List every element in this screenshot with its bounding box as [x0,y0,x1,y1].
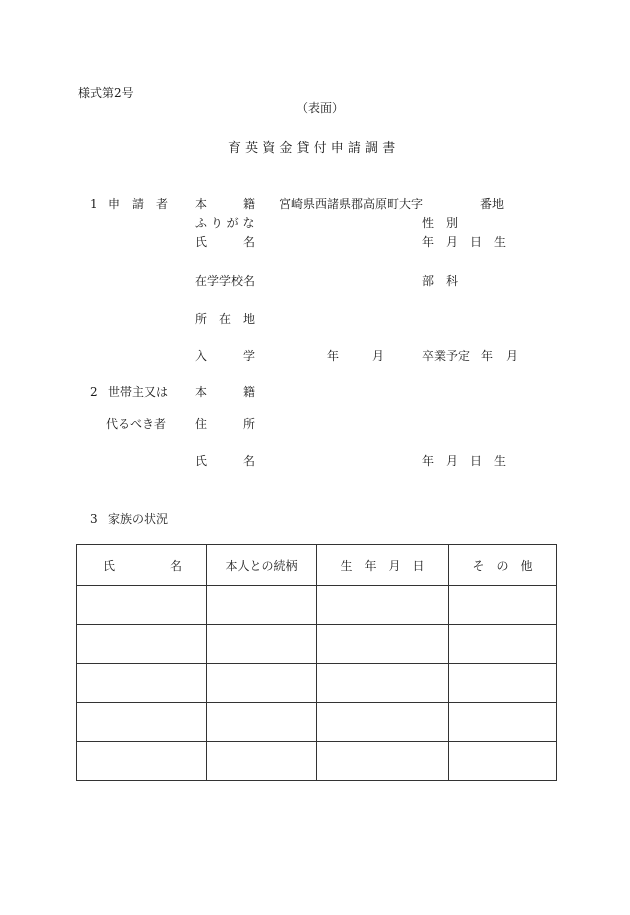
cell-birthdate[interactable] [317,664,449,703]
applicant-honseki-label: 本 籍 [195,197,256,211]
header-name-family: 氏 [103,558,116,573]
cell-name[interactable] [77,703,207,742]
header-other: そ の 他 [449,545,557,586]
form-number: 様式第2号 [78,86,134,100]
cell-other[interactable] [449,586,557,625]
cell-relationship[interactable] [207,664,317,703]
householder-name-label: 氏 名 [195,454,256,468]
cell-birthdate[interactable] [317,742,449,781]
table-row [77,625,557,664]
cell-other[interactable] [449,625,557,664]
entry-month: 月 [372,349,385,363]
section3-label: 家族の状況 [108,512,169,526]
page-title: 育 英 資 金 貸 付 申 請 調 書 [228,141,396,156]
section3-number: 3 [90,512,98,526]
householder-address-label: 住 所 [195,417,256,431]
header-name-given: 名 [169,558,182,573]
table-row [77,742,557,781]
cell-name[interactable] [77,664,207,703]
family-table-header [77,545,557,586]
applicant-honseki-value: 宮崎県西諸県郡高原町大字 [279,197,424,211]
table-row [77,664,557,703]
cell-name[interactable] [77,586,207,625]
entry-year: 年 [327,349,340,363]
form-side: （表面） [296,101,345,115]
applicant-department-label: 部 科 [422,274,459,288]
header-birthdate: 生 年 月 日 [317,545,449,586]
cell-relationship[interactable] [207,586,317,625]
header-relationship: 本人との続柄 [207,545,317,586]
cell-other[interactable] [449,742,557,781]
applicant-birth-label: 年 月 日 生 [422,235,507,249]
applicant-name-label: 氏 名 [195,235,256,249]
header-name [77,545,207,586]
graduation-month: 月 [506,349,519,363]
householder-honseki-label: 本 籍 [195,385,256,399]
graduation-label: 卒業予定 [422,349,471,363]
applicant-school-label: 在学学校名 [195,274,256,288]
applicant-furigana-label: ふ り が な [195,216,255,230]
cell-name[interactable] [77,742,207,781]
section2-number: 2 [90,385,98,399]
householder-birth-label: 年 月 日 生 [422,454,507,468]
entry-label: 入 学 [195,349,256,363]
applicant-banchi: 番地 [480,197,505,211]
cell-relationship[interactable] [207,703,317,742]
applicant-sex-label: 性 別 [422,216,459,230]
cell-other[interactable] [449,703,557,742]
school-address-label: 所 在 地 [195,312,256,326]
cell-relationship[interactable] [207,742,317,781]
section2-label-line1: 世帯主又は [108,385,169,399]
cell-relationship[interactable] [207,625,317,664]
cell-other[interactable] [449,664,557,703]
graduation-year: 年 [481,349,494,363]
cell-name[interactable] [77,625,207,664]
section2-label-line2: 代るべき者 [106,417,167,431]
table-row [77,586,557,625]
table-row [77,703,557,742]
section1-label: 申 請 者 [108,197,169,211]
cell-birthdate[interactable] [317,586,449,625]
cell-birthdate[interactable] [317,703,449,742]
family-table [76,544,557,781]
section1-number: 1 [90,197,98,211]
cell-birthdate[interactable] [317,625,449,664]
